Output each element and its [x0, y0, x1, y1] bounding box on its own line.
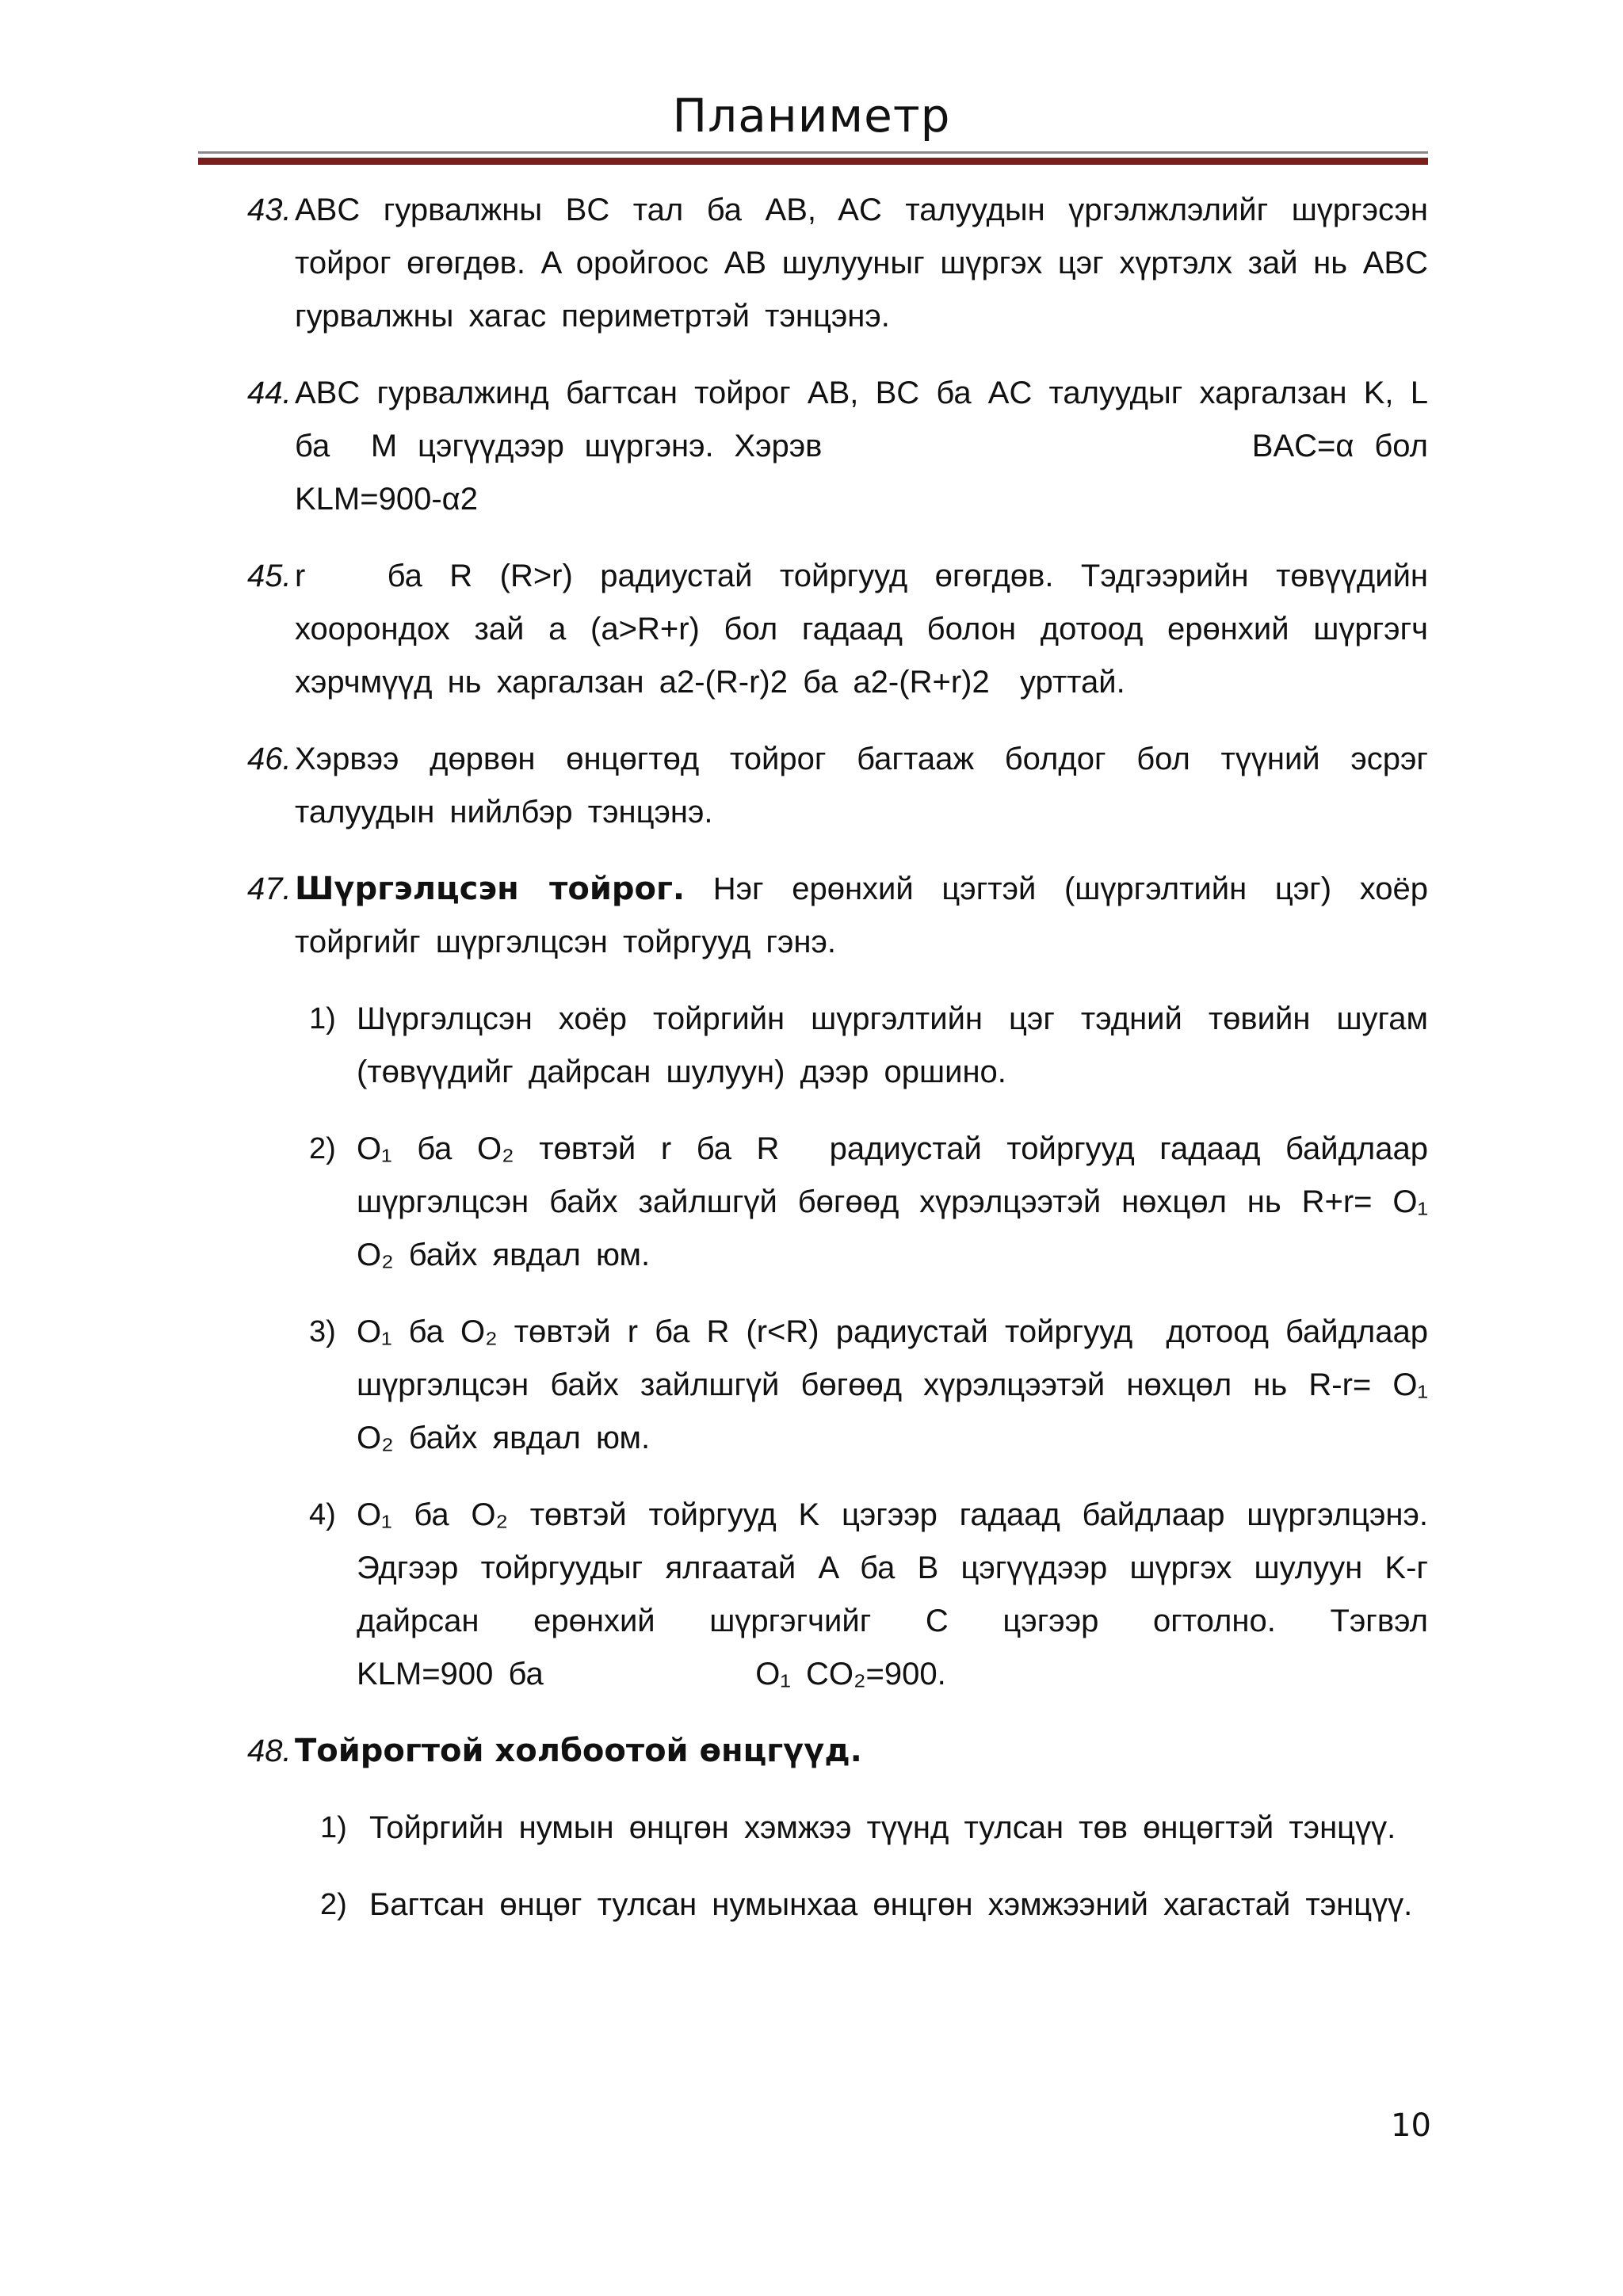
sub-item-text: O₁ ба O₂ төвтэй r ба R (r<R) радиустай тойргууд дотоод байдлаар шүргэлцсэн байх зайлшгүй бөгөөд хүрэлцээтэй нөхцөл нь R-r= O₁ O₂ байх явдал юм.	[357, 1314, 1444, 1455]
main-content	[198, 184, 1580, 1955]
list-item-48	[198, 1725, 1428, 1778]
section-heading: Шүргэлцсэн тойрог.	[295, 871, 685, 907]
sub-item-47-2	[198, 1123, 1444, 1282]
sub-item-text: Багтсан өнцөг тулсан нумынхаа өнцгөн хэмжээний хагастай тэнцүү.	[369, 1887, 1413, 1922]
section-heading: Тойрогтой холбоотой өнцгүүд.	[295, 1733, 862, 1769]
item-text: ABC гурвалжны BC тал ба AB, AC талуудын үргэлжлэлийг шүргэсэн тойрог өгөгдөв. A оройгоос AB шулууныг шүргэх цэг хүртэлх зай нь ABC гурвалжны хагас периметртэй тэнцэнэ.	[295, 193, 1428, 334]
item-number: 44.	[247, 376, 292, 410]
sub-item-48-1	[198, 1802, 1428, 1855]
item-number: 46.	[247, 742, 292, 776]
list-item-47	[198, 863, 1428, 969]
sub-item-47-1	[198, 993, 1428, 1099]
sub-item-number: 1)	[320, 1811, 347, 1844]
item-text	[295, 863, 1428, 969]
item-text: r ба R (R>r) радиустай тойргууд өгөгдөв. Тэдгээрийн төвүүдийн хоорондох зай a (a>R+r) бол гадаад болон дотоод ерөнхий шүргэгч хэрчмүүд нь харгалзан a2-(R-r)2 ба a2-(R+r)2 урттай.	[295, 559, 1444, 700]
item-text: ABC гурвалжинд багтсан тойрог AB, BC ба AC талуудыг харгалзан K, L ба M цэгүүдээр шүргэнэ. Хэрэв BAC=α бол KLM=900-α2	[295, 376, 1444, 517]
sub-item-number: 2)	[309, 1132, 336, 1165]
list-item-46	[198, 733, 1428, 839]
list-item-43	[198, 184, 1428, 343]
sub-item-number: 2)	[320, 1888, 347, 1921]
item-number: 45.	[247, 559, 292, 593]
sub-item-text: O₁ ба O₂ төвтэй r ба R радиустай тойргууд гадаад байдлаар шүргэлцсэн байх зайлшгүй бөгөөд хүрэлцээтэй нөхцөл нь R+r= O₁ O₂ байх явдал юм.	[357, 1131, 1444, 1272]
header-rule-thick	[198, 158, 1428, 165]
page-number: 10	[1391, 2107, 1431, 2144]
sub-item-text: Шүргэлцсэн хоёр тойргийн шүргэлтийн цэг тэдний төвийн шугам (төвүүдийг дайрсан шулуун) дээр оршино.	[357, 1001, 1428, 1089]
sub-item-text: Тойргийн нумын өнцгөн хэмжээ түүнд тулсан төв өнцөгтэй тэнцүү.	[369, 1810, 1396, 1845]
header-rule-thin	[198, 151, 1428, 154]
sub-item-48-2	[198, 1878, 1428, 1932]
item-number: 47.	[247, 871, 292, 906]
sub-item-47-4	[198, 1489, 1580, 1701]
item-body-text: Нэг ерөнхий цэгтэй (шүргэлтийн цэг) хоёр тойргийг шүргэлцсэн тойргууд гэнэ.	[295, 871, 1428, 959]
list-item-44	[198, 367, 1444, 526]
sub-item-47-3	[198, 1306, 1444, 1465]
page-header-title: Планиметр	[672, 89, 951, 143]
sub-item-number: 4)	[309, 1498, 336, 1531]
list-item-45	[198, 550, 1444, 709]
sub-item-number: 3)	[309, 1315, 336, 1348]
item-number: 43.	[247, 193, 292, 227]
sub-item-number: 1)	[309, 1002, 336, 1035]
item-number: 48.	[247, 1733, 292, 1768]
sub-item-text: O₁ ба O₂ төвтэй тойргууд K цэгээр гадаад байдлаар шүргэлцэнэ. Эдгээр тойргуудыг ялгаатай A ба B цэгүүдээр шүргэх шулуун K-г дайрсан ерөнхий шүргэгчийг C цэгээр огтолно. Тэгвэл KLM=900 ба O₁ CO₂=900.	[357, 1497, 1580, 1691]
item-text: Хэрвээ дөрвөн өнцөгтөд тойрог багтааж болдог бол түүний эсрэг талуудын нийлбэр тэнцэнэ.	[295, 742, 1428, 830]
